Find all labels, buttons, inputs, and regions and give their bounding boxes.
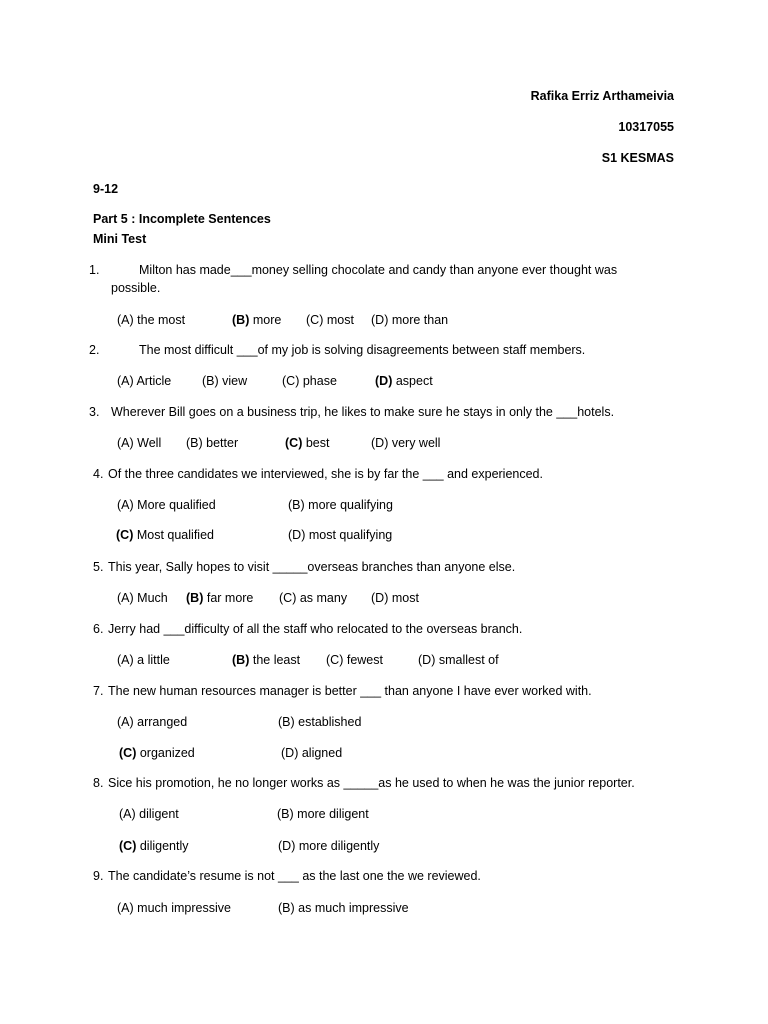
question-7-option-d[interactable]: (D) aligned: [281, 746, 343, 760]
question-6-text: Jerry had ___difficulty of all the staff who relocated to the overseas branch.: [108, 622, 523, 636]
student-id: 10317055: [618, 120, 674, 134]
question-5-number: 5.: [93, 560, 104, 574]
question-5-option-c[interactable]: (C) as many: [279, 591, 348, 605]
question-9-text: The candidate’s resume is not ___ as the last one the we reviewed.: [108, 869, 481, 883]
question-6-number: 6.: [93, 622, 104, 636]
question-4-option-b[interactable]: (B) more qualifying: [288, 498, 393, 512]
subtitle: Mini Test: [93, 232, 147, 246]
question-6-option-c[interactable]: (C) fewest: [326, 653, 383, 667]
question-3-number: 3.: [89, 405, 100, 419]
question-8-text: Sice his promotion, he no longer works as _____as he used to when he was the junior reporter.: [108, 776, 635, 790]
question-2-number: 2.: [89, 343, 100, 357]
question-7-option-a[interactable]: (A) arranged: [117, 715, 188, 729]
question-6-option-a[interactable]: (A) a little: [117, 653, 170, 667]
question-2-option-a[interactable]: (A) Article: [117, 374, 172, 388]
question-8-option-b[interactable]: (B) more diligent: [277, 807, 369, 821]
question-4-option-d[interactable]: (D) most qualifying: [288, 528, 393, 542]
student-program: S1 KESMAS: [601, 151, 674, 165]
question-3-option-c[interactable]: (C) best: [285, 436, 330, 450]
question-4-number: 4.: [93, 467, 104, 481]
question-7-text: The new human resources manager is better ___ than anyone I have ever worked with.: [108, 684, 592, 698]
question-2-option-b[interactable]: (B) view: [202, 374, 248, 388]
question-3-text: Wherever Bill goes on a business trip, he likes to make sure he stays in only the ___hotels.: [111, 405, 615, 419]
question-8-option-d[interactable]: (D) more diligently: [278, 839, 380, 853]
question-1-number: 1.: [89, 263, 100, 277]
question-8-option-a[interactable]: (A) diligent: [119, 807, 179, 821]
question-1-text: Milton has made___money selling chocolate and candy than anyone ever thought was: [139, 263, 618, 277]
student-name: Rafika Erriz Arthameivia: [530, 89, 674, 103]
question-4-text: Of the three candidates we interviewed, she is by far the ___ and experienced.: [108, 467, 543, 481]
question-3-option-d[interactable]: (D) very well: [371, 436, 441, 450]
question-9-option-a[interactable]: (A) much impressive: [117, 901, 231, 915]
question-4-option-a[interactable]: (A) More qualified: [117, 498, 216, 512]
question-1-option-b[interactable]: (B) more: [232, 313, 282, 327]
question-5-option-b[interactable]: (B) far more: [186, 591, 254, 605]
question-5-text: This year, Sally hopes to visit _____overseas branches than anyone else.: [108, 560, 516, 574]
question-5-option-d[interactable]: (D) most: [371, 591, 419, 605]
question-4-option-c[interactable]: (C) Most qualified: [116, 528, 214, 542]
question-6-option-d[interactable]: (D) smallest of: [418, 653, 499, 667]
question-7-option-b[interactable]: (B) established: [278, 715, 362, 729]
question-3-option-a[interactable]: (A) Well: [117, 436, 162, 450]
question-1-option-a[interactable]: (A) the most: [117, 313, 186, 327]
question-2-text: The most difficult ___of my job is solving disagreements between staff members.: [139, 343, 586, 357]
question-6-option-b[interactable]: (B) the least: [232, 653, 301, 667]
question-1-option-d[interactable]: (D) more than: [371, 313, 449, 327]
question-2-option-d[interactable]: (D) aspect: [375, 374, 433, 388]
question-7-number: 7.: [93, 684, 104, 698]
question-9-number: 9.: [93, 869, 104, 883]
question-2-option-c[interactable]: (C) phase: [282, 374, 337, 388]
question-5-option-a[interactable]: (A) Much: [117, 591, 168, 605]
page-range: 9-12: [93, 182, 119, 196]
section-title: Part 5 : Incomplete Sentences: [93, 212, 271, 226]
question-9-option-b[interactable]: (B) as much impressive: [278, 901, 409, 915]
question-8-option-c[interactable]: (C) diligently: [119, 839, 189, 853]
question-1-option-c[interactable]: (C) most: [306, 313, 354, 327]
question-8-number: 8.: [93, 776, 104, 790]
question-1-text-cont: possible.: [111, 281, 161, 295]
question-3-option-b[interactable]: (B) better: [186, 436, 239, 450]
question-7-option-c[interactable]: (C) organized: [119, 746, 195, 760]
